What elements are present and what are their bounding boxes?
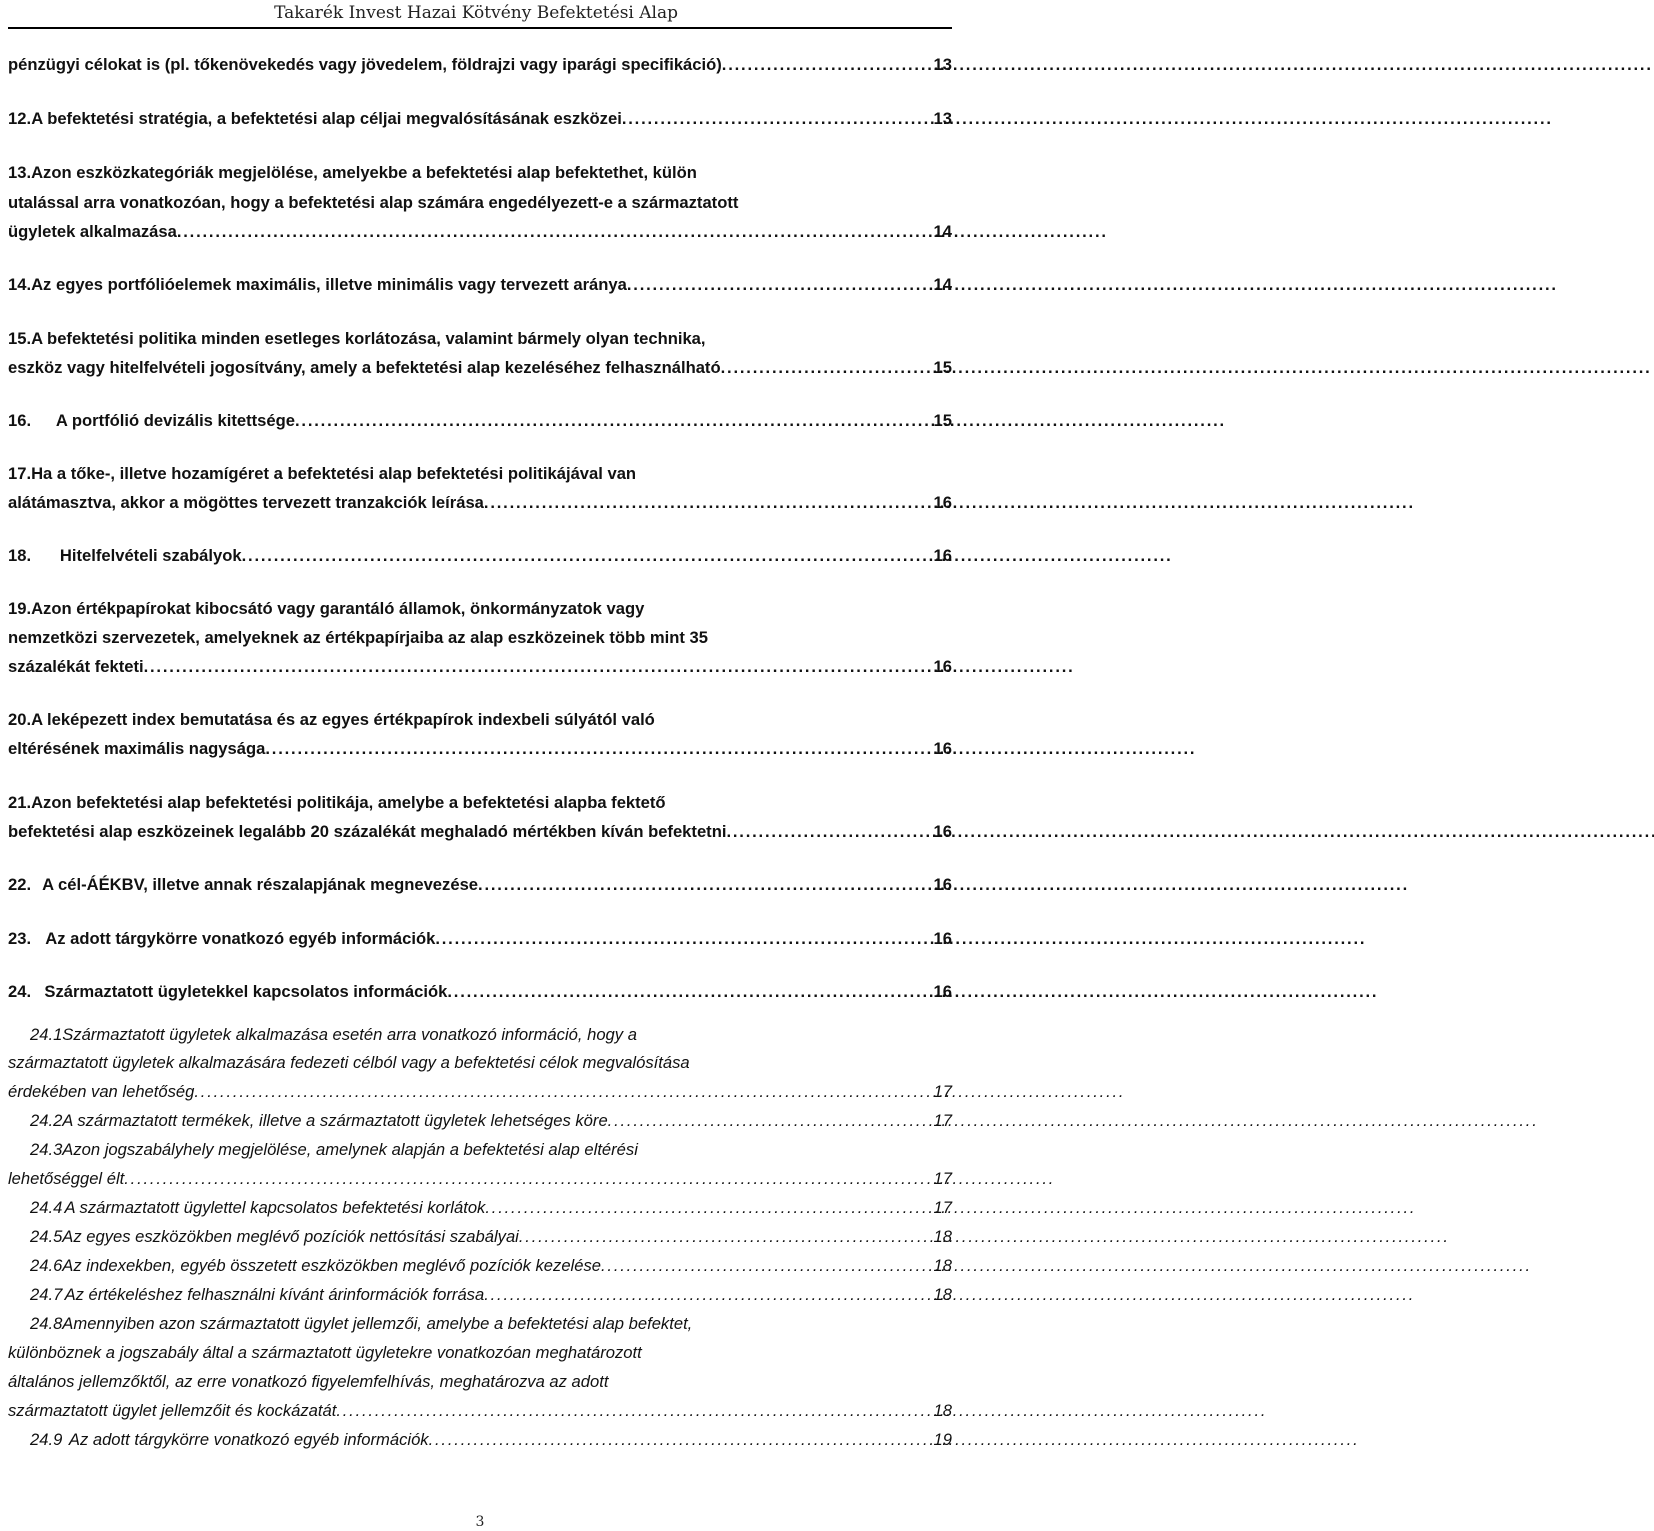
- toc-entry[interactable]: [8, 55, 952, 75]
- toc-entry-line: [8, 793, 952, 813]
- toc-entry[interactable]: [8, 657, 952, 677]
- toc-entry-number: 24.3: [30, 1140, 63, 1159]
- toc-entry-number: 24.: [8, 982, 32, 1001]
- toc-entry[interactable]: [8, 493, 952, 513]
- toc-entry-text: A portfólió devizális kitettsége: [55, 411, 295, 430]
- toc-entry[interactable]: [8, 411, 952, 431]
- toc-entry[interactable]: [30, 1227, 952, 1247]
- toc-entry-text: Származtatott ügyletek alkalmazása esetén arra vonatkozó információ, hogy a: [62, 1025, 637, 1044]
- toc-entry-text: lehetőséggel élt: [8, 1169, 125, 1188]
- toc-entry-number: 15.: [8, 329, 32, 348]
- toc-entry-text: Azon befektetési alap befektetési politikája, amelybe a befektetési alapba fektető: [31, 793, 666, 812]
- toc-entry[interactable]: [30, 1285, 952, 1305]
- toc-entry-text: Az egyes eszközökben meglévő pozíciók nettósítási szabályai: [62, 1227, 519, 1246]
- toc-entry[interactable]: [8, 1082, 952, 1102]
- dot-leader: [295, 411, 930, 431]
- toc-entry-number: 24.9: [30, 1430, 63, 1449]
- toc-entry-text: Az adott tárgykörre vonatkozó egyéb információk: [68, 1430, 429, 1449]
- toc-page-number: 16: [933, 493, 952, 512]
- dot-leader: [435, 929, 929, 949]
- toc-entry-text: pénzügyi célokat is (pl. tőkenövekedés vagy jövedelem, földrajzi vagy iparági specifikáció): [8, 55, 722, 74]
- toc-entry[interactable]: [8, 275, 952, 295]
- toc-entry-text: utalással arra vonatkozóan, hogy a befektetési alap számára engedélyezett-e a származtatott: [8, 193, 739, 212]
- toc-entry-number: 17.: [8, 464, 32, 483]
- toc-page-number: 17: [933, 1082, 952, 1101]
- toc-entry-line: [8, 193, 952, 213]
- toc-entry-number: 24.4: [30, 1198, 63, 1217]
- dot-leader: [177, 222, 930, 242]
- toc-entry-number: 18.: [8, 546, 32, 565]
- toc-page-number: 17: [933, 1111, 952, 1130]
- toc-page-number: 18: [933, 1256, 952, 1275]
- dot-leader: [622, 109, 930, 129]
- toc-entry-line: [30, 1025, 952, 1045]
- toc-entry-number: 24.7: [30, 1285, 63, 1304]
- toc-entry-text: Ha a tőke-, illetve hozamígéret a befektetési alap befektetési politikájával van: [31, 464, 637, 483]
- toc-entry-number: 20.: [8, 710, 32, 729]
- toc-entry-text: Azon jogszabályhely megjelölése, amelynek alapján a befektetési alap eltérési: [62, 1140, 638, 1159]
- toc-entry[interactable]: [30, 1430, 952, 1450]
- toc-entry[interactable]: [8, 1169, 952, 1189]
- toc-entry-line: [8, 1053, 952, 1073]
- toc-page-number: 13: [933, 55, 952, 74]
- toc-entry-text: A származtatott termékek, illetve a származtatott ügyletek lehetséges köre: [62, 1111, 608, 1130]
- dot-leader: [144, 657, 930, 677]
- toc-entry[interactable]: [8, 929, 952, 949]
- toc-page-number: 18: [933, 1401, 952, 1420]
- toc-entry[interactable]: [8, 982, 952, 1002]
- toc-entry-text: származtatott ügylet jellemzőit és kockázatát: [8, 1401, 337, 1420]
- toc-entry[interactable]: [30, 1111, 952, 1131]
- dot-leader: [601, 1256, 930, 1276]
- toc-entry-line: [8, 1372, 952, 1392]
- toc-page-number: 17: [933, 1198, 952, 1217]
- toc-entry-number: 24.1: [30, 1025, 63, 1044]
- toc-entry-line: [30, 1314, 952, 1334]
- toc-entry-number: 21.: [8, 793, 32, 812]
- toc-entry-text: eszköz vagy hitelfelvételi jogosítvány, amely a befektetési alap kezeléséhez felhasználható: [8, 358, 721, 377]
- toc-entry-line: [8, 464, 952, 484]
- toc-entry[interactable]: [8, 1401, 952, 1421]
- dot-leader: [124, 1169, 929, 1189]
- toc-entry-line: [8, 628, 952, 648]
- header-rule: [8, 27, 952, 29]
- toc-entry-text: különböznek a jogszabály által a származtatott ügyletekre vonatkozóan meghatározott: [8, 1343, 642, 1362]
- toc-entry-number: 14.: [8, 275, 32, 294]
- dot-leader: [336, 1401, 929, 1421]
- toc-entry-text: befektetési alap eszközeinek legalább 20 százalékát meghaladó mértékben kíván befektetni: [8, 822, 727, 841]
- toc-entry[interactable]: [8, 546, 952, 566]
- toc-page-number: 16: [933, 739, 952, 758]
- toc-entry[interactable]: [8, 222, 952, 242]
- toc-page-number: 18: [933, 1227, 952, 1246]
- dot-leader: [429, 1430, 930, 1450]
- dot-leader: [484, 1285, 929, 1305]
- toc-entry[interactable]: [30, 1198, 952, 1218]
- toc-entry-number: 24.6: [30, 1256, 63, 1275]
- toc-page-number: 14: [933, 222, 952, 241]
- toc-entry-text: érdekében van lehetőség: [8, 1082, 195, 1101]
- dot-leader: [194, 1082, 929, 1102]
- toc-page-number: 15: [933, 358, 952, 377]
- toc-entry-number: 13.: [8, 163, 32, 182]
- toc-entry-text: A származtatott ügylettel kapcsolatos befektetési korlátok: [64, 1198, 486, 1217]
- page-number: 3: [475, 1514, 485, 1530]
- toc-entry-text: Azon eszközkategóriák megjelölése, amelyekbe a befektetési alap befektethet, külön: [31, 163, 697, 182]
- document-title: Takarék Invest Hazai Kötvény Befektetési Alap: [274, 3, 678, 23]
- toc-entry-text: ügyletek alkalmazása: [8, 222, 177, 241]
- toc-entry-text: általános jellemzőktől, az erre vonatkozó figyelemfelhívás, meghatározva az adott: [8, 1372, 609, 1391]
- toc-entry-text: származtatott ügyletek alkalmazására fedezeti célból vagy a befektetési célok megvalósítása: [8, 1053, 690, 1072]
- toc-entry-number: 22.: [8, 875, 32, 894]
- dot-leader: [721, 358, 930, 378]
- toc-entry[interactable]: [8, 358, 952, 378]
- dot-leader: [242, 546, 930, 566]
- toc-page-number: 19: [933, 1430, 952, 1449]
- dot-leader: [447, 982, 929, 1002]
- toc-page-number: 17: [933, 1169, 952, 1188]
- toc-entry[interactable]: [8, 875, 952, 895]
- toc-entry-number: 16.: [8, 411, 32, 430]
- dot-leader: [265, 739, 929, 759]
- toc-entry-text: eltérésének maximális nagysága: [8, 739, 266, 758]
- toc-entry-number: 23.: [8, 929, 32, 948]
- toc-entry-number: 24.8: [30, 1314, 63, 1333]
- dot-leader: [722, 55, 930, 75]
- toc-entry-number: 24.2: [30, 1111, 63, 1130]
- toc-entry-line: [30, 1140, 952, 1160]
- toc-entry-number: 12.: [8, 109, 32, 128]
- toc-entry-text: Az indexekben, egyéb összetett eszközökben meglévő pozíciók kezelése: [62, 1256, 601, 1275]
- toc-entry-text: alátámasztva, akkor a mögöttes tervezett tranzakciók leírása: [8, 493, 484, 512]
- toc-page-number: 16: [933, 657, 952, 676]
- toc-entry-text: nemzetközi szervezetek, amelyeknek az értékpapírjaiba az alap eszközeinek több mint 35: [8, 628, 709, 647]
- dot-leader: [519, 1227, 930, 1247]
- toc-entry-text: A leképezett index bemutatása és az egyes értékpapírok indexbeli súlyától való: [31, 710, 655, 729]
- toc-entry-line: [8, 1343, 952, 1363]
- toc-entry-text: A befektetési politika minden esetleges korlátozása, valamint bármely olyan technika,: [31, 329, 706, 348]
- dot-leader: [485, 1198, 929, 1218]
- toc-entry[interactable]: [8, 109, 952, 129]
- toc-page-number: 15: [933, 411, 952, 430]
- toc-entry[interactable]: [30, 1256, 952, 1276]
- toc-entry[interactable]: [8, 822, 952, 842]
- toc-entry-text: százalékát fekteti: [8, 657, 144, 676]
- dot-leader: [608, 1111, 930, 1131]
- toc-entry-line: [8, 163, 952, 183]
- toc-page-number: 13: [933, 109, 952, 128]
- toc-page-number: 16: [933, 982, 952, 1001]
- toc-entry[interactable]: [8, 739, 952, 759]
- toc-page-number: 16: [933, 546, 952, 565]
- toc-entry-text: Az adott tárgykörre vonatkozó egyéb információk: [45, 929, 436, 948]
- toc-entry-number: 24.5: [30, 1227, 63, 1246]
- dot-leader: [726, 822, 929, 842]
- dot-leader: [484, 493, 930, 513]
- toc-entry-text: Amennyiben azon származtatott ügylet jellemzői, amelybe a befektetési alap befektet,: [62, 1314, 693, 1333]
- toc-entry-number: 19.: [8, 599, 32, 618]
- toc-page-number: 16: [933, 929, 952, 948]
- dot-leader: [478, 875, 930, 895]
- toc-entry-line: [8, 710, 952, 730]
- toc-entry-text: Az értékeléshez felhasználni kívánt árinformációk forrása: [64, 1285, 485, 1304]
- dot-leader: [627, 275, 930, 295]
- toc-page-number: 14: [933, 275, 952, 294]
- toc-entry-line: [8, 599, 952, 619]
- toc-page-number: 16: [933, 822, 952, 841]
- toc-entry-text: Azon értékpapírokat kibocsátó vagy garantáló államok, önkormányzatok vagy: [31, 599, 645, 618]
- toc-entry-text: Az egyes portfólióelemek maximális, illetve minimális vagy tervezett aránya: [31, 275, 627, 294]
- toc-page-number: 18: [933, 1285, 952, 1304]
- toc-entry-text: A cél-ÁÉKBV, illetve annak részalapjának megnevezése: [42, 875, 479, 894]
- toc-entry-line: [8, 329, 952, 349]
- toc-entry-text: A befektetési stratégia, a befektetési alap céljai megvalósításának eszközei: [31, 109, 622, 128]
- toc-entry-text: Származtatott ügyletekkel kapcsolatos információk: [44, 982, 448, 1001]
- toc-entry-text: Hitelfelvételi szabályok: [59, 546, 242, 565]
- toc-page-number: 16: [933, 875, 952, 894]
